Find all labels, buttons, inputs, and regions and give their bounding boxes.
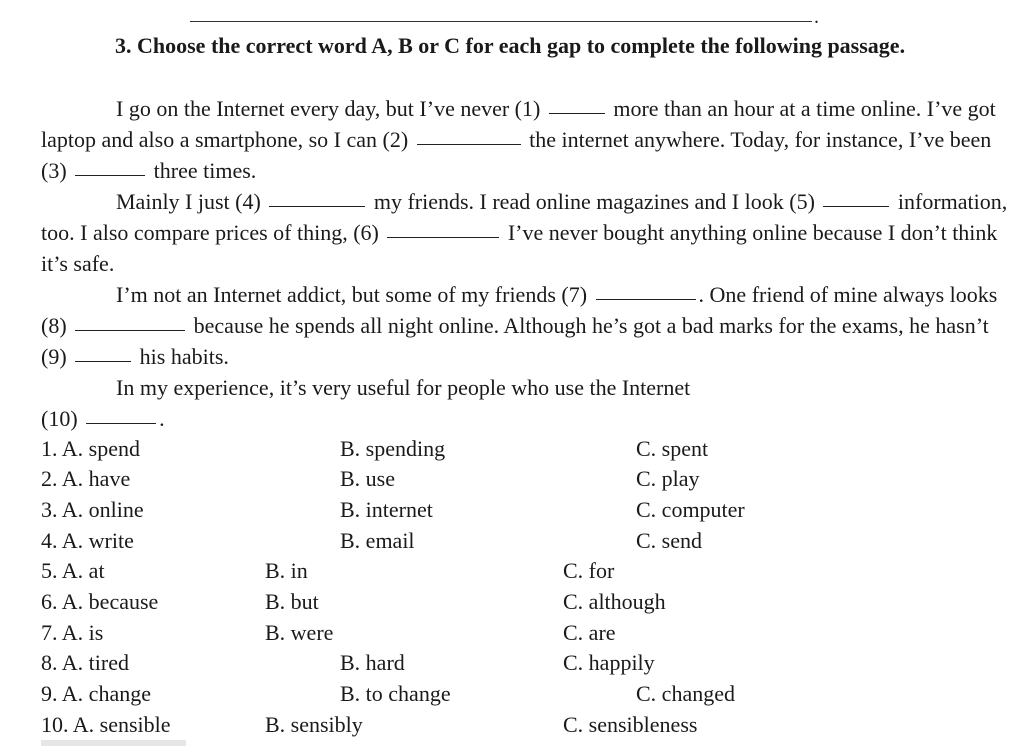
gap-10 bbox=[86, 423, 156, 424]
p3-text-b: . One friend of mine always looks (8) bbox=[41, 282, 998, 338]
paragraph-4 bbox=[41, 372, 1016, 434]
option-2-c: C. play bbox=[636, 466, 700, 491]
p2-text-c: information, too. I also compare prices of thing, (6) bbox=[41, 189, 1008, 245]
option-4-a: 4. A. write bbox=[41, 528, 134, 553]
option-2-a: 2. A. have bbox=[41, 466, 131, 491]
gap-2 bbox=[417, 144, 521, 145]
option-4-c: C. send bbox=[636, 528, 702, 553]
option-6-a: 6. A. because bbox=[41, 589, 159, 614]
p3-text-a: I’m not an Internet addict, but some of my friends (7) bbox=[116, 282, 588, 307]
option-1-b: B. spending bbox=[340, 436, 446, 461]
option-9-c: C. changed bbox=[636, 681, 735, 706]
option-10-a: 10. A. sensible bbox=[41, 712, 171, 737]
paragraph-3 bbox=[41, 279, 1016, 372]
option-10-b: B. sensibly bbox=[265, 712, 363, 737]
option-1-c: C. spent bbox=[636, 436, 709, 461]
option-10-c: C. sensibleness bbox=[563, 712, 698, 737]
option-8-a: 8. A. tired bbox=[41, 650, 129, 675]
option-8-c: C. happily bbox=[563, 650, 655, 675]
top-rule-dot: . bbox=[814, 6, 819, 28]
option-7-a: 7. A. is bbox=[41, 620, 104, 645]
paragraph-1 bbox=[41, 93, 1016, 186]
top-rule bbox=[190, 21, 812, 22]
gap-6 bbox=[387, 237, 499, 238]
option-9-b: B. to change bbox=[340, 681, 451, 706]
option-8-b: B. hard bbox=[340, 650, 405, 675]
paragraph-2 bbox=[41, 186, 1016, 279]
gap-8 bbox=[75, 330, 185, 331]
gap-7 bbox=[596, 299, 696, 300]
p4-text-b: (10) bbox=[41, 406, 78, 431]
option-1-a: 1. A. spend bbox=[41, 436, 140, 461]
option-9-a: 9. A. change bbox=[41, 681, 151, 706]
p4-text-c: . bbox=[159, 406, 165, 431]
p4-text-a: In my experience, it’s very useful for people who use the Internet bbox=[116, 375, 691, 400]
option-5-c: C. for bbox=[563, 558, 615, 583]
p1-text-b: more than an hour at a time online. I’ve got laptop and also a smartphone, so I can (2) bbox=[41, 96, 996, 152]
p2-text-b: my friends. I read online magazines and I look (5) bbox=[373, 189, 815, 214]
p3-text-d: his habits. bbox=[139, 344, 229, 369]
p2-text-a: Mainly I just (4) bbox=[116, 189, 261, 214]
p1-text-a: I go on the Internet every day, but I’ve never (1) bbox=[116, 96, 541, 121]
option-4-b: B. email bbox=[340, 528, 415, 553]
gap-5 bbox=[823, 206, 889, 207]
option-6-b: B. but bbox=[265, 589, 319, 614]
gap-1 bbox=[549, 113, 605, 114]
gap-3 bbox=[75, 175, 145, 176]
p1-text-c: the internet anywhere. Today, for instance, I’ve been (3) bbox=[41, 127, 992, 183]
cut-off-text-strip bbox=[41, 740, 186, 746]
gap-4 bbox=[269, 206, 365, 207]
option-2-b: B. use bbox=[340, 466, 395, 491]
p1-text-d: three times. bbox=[153, 158, 257, 183]
p3-text-c: because he spends all night online. Although he’s got a bad marks for the exams, he hasn’t (9) bbox=[41, 313, 989, 369]
option-6-c: C. although bbox=[563, 589, 666, 614]
gap-9 bbox=[75, 361, 131, 362]
option-7-b: B. were bbox=[265, 620, 334, 645]
exercise-heading: 3. Choose the correct word A, B or C for each gap to complete the following passage. bbox=[115, 33, 906, 58]
option-3-c: C. computer bbox=[636, 497, 745, 522]
option-3-b: B. internet bbox=[340, 497, 433, 522]
option-7-c: C. are bbox=[563, 620, 616, 645]
option-5-b: B. in bbox=[265, 558, 308, 583]
p2-text-d: I’ve never bought anything online because I don’t think it’s safe. bbox=[41, 220, 998, 276]
option-5-a: 5. A. at bbox=[41, 558, 105, 583]
option-3-a: 3. A. online bbox=[41, 497, 144, 522]
